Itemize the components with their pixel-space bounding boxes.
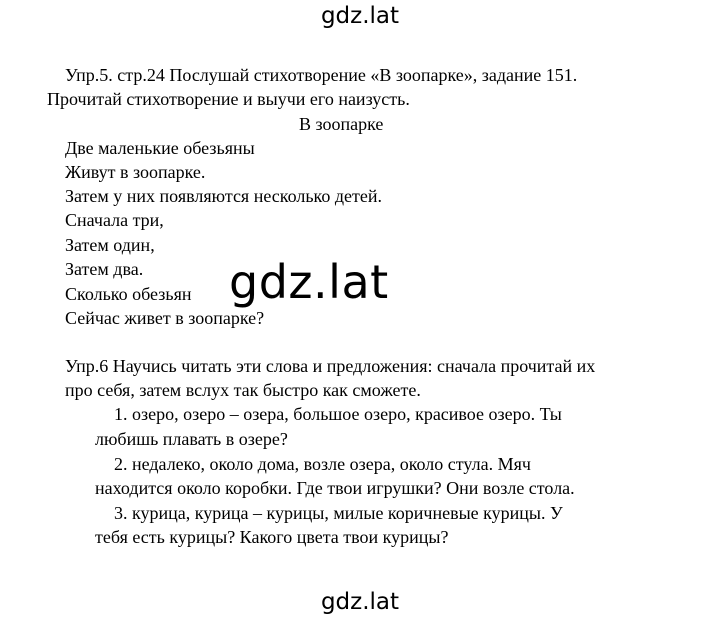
poem-line: Сколько обезьян bbox=[65, 284, 192, 304]
exercise-6-heading-line-1: Упр.6 Научись читать эти слова и предложения: сначала прочитай их bbox=[65, 356, 596, 376]
watermark-top: gdz.lat bbox=[320, 3, 400, 29]
list-item-line-1: 3. курица, курица – курицы, милые коричневые курицы. У bbox=[114, 503, 563, 523]
list-item-line-2: тебя есть курицы? Какого цвета твои курицы? bbox=[95, 527, 449, 547]
poem-line: Две маленькие обезьяны bbox=[65, 138, 255, 158]
poem-line: Сначала три, bbox=[65, 210, 164, 230]
list-item-line-2: находится около коробки. Где твои игрушки? Они возле стола. bbox=[95, 478, 575, 498]
exercise-5-heading-line-2: Прочитай стихотворение и выучи его наизусть. bbox=[47, 89, 410, 109]
exercise-5-heading-line-1: Упр.5. стр.24 Послушай стихотворение «В зоопарке», задание 151. bbox=[65, 65, 578, 85]
poem-title: В зоопарке bbox=[299, 114, 384, 134]
list-item-line-1: 1. озеро, озеро – озера, большое озеро, красивое озеро. Ты bbox=[114, 404, 562, 424]
poem-line: Затем один, bbox=[65, 235, 155, 255]
poem-line: Живут в зоопарке. bbox=[65, 162, 206, 182]
watermark-middle: gdz.lat bbox=[229, 255, 389, 309]
list-item-line-1: 2. недалеко, около дома, возле озера, около стула. Мяч bbox=[114, 454, 531, 474]
poem-line: Затем два. bbox=[65, 259, 144, 279]
poem-line: Сейчас живет в зоопарке? bbox=[65, 308, 265, 328]
watermark-bottom: gdz.lat bbox=[320, 589, 400, 615]
list-item-line-2: любишь плавать в озере? bbox=[95, 429, 288, 449]
poem-line: Затем у них появляются несколько детей. bbox=[65, 186, 383, 206]
exercise-6-heading-line-2: про себя, затем вслух так быстро как сможете. bbox=[65, 380, 421, 400]
